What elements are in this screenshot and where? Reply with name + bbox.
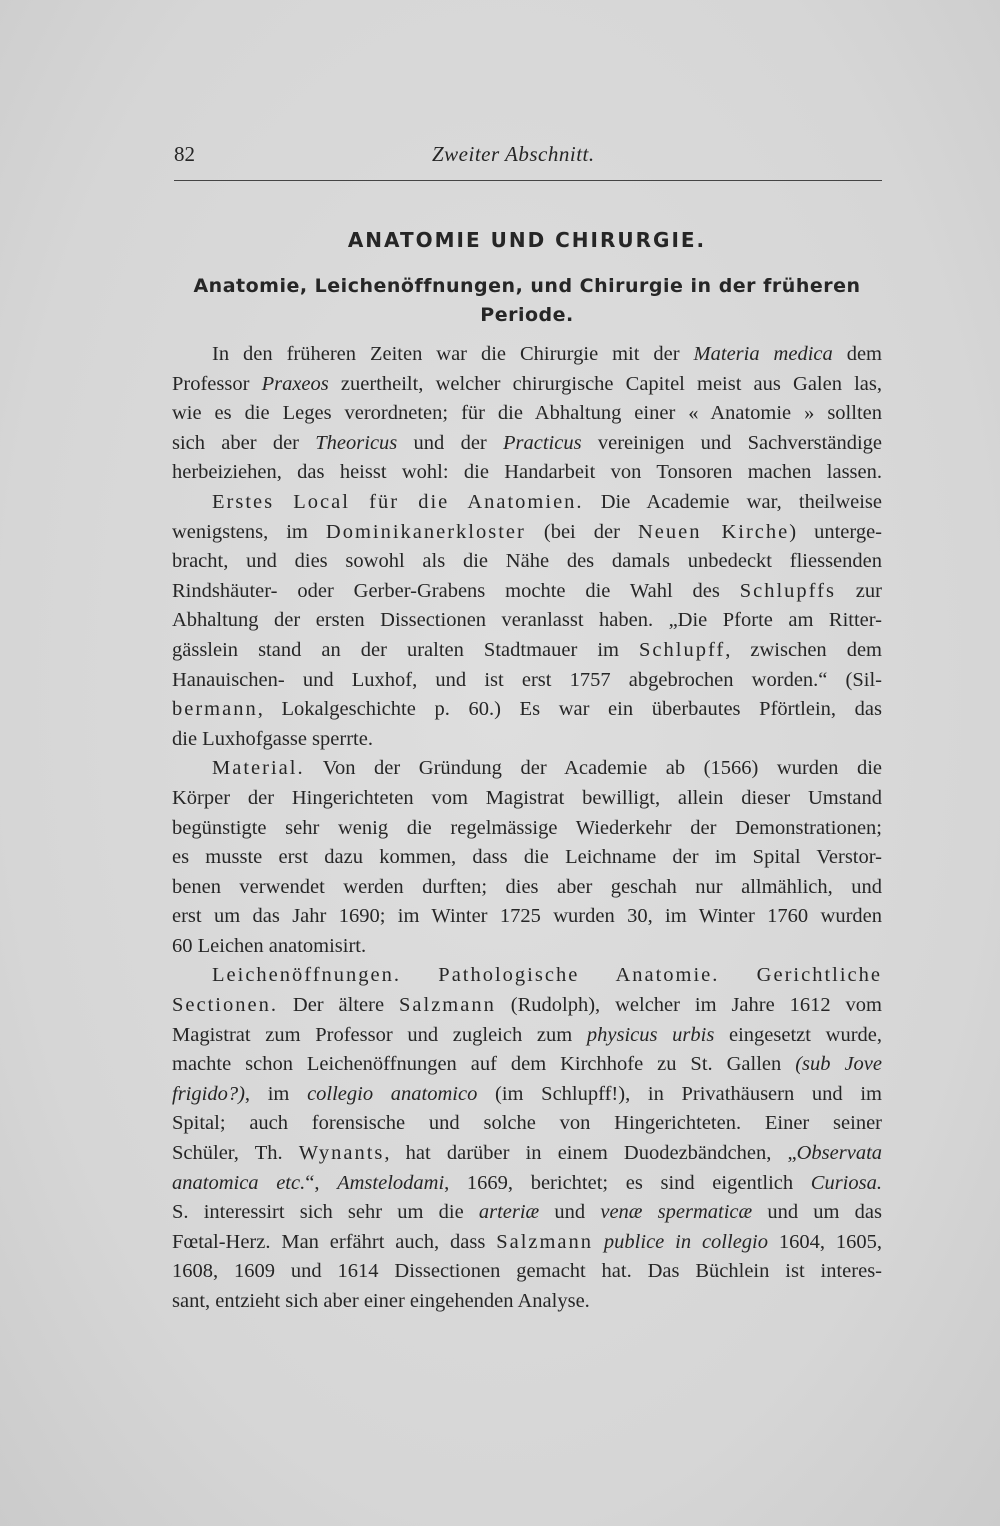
italic-term: venæ spermaticæ (600, 1201, 753, 1224)
text-line (172, 1287, 882, 1317)
text-run: Rindshäuter- oder Gerber-Grabens mochte die Wahl des (172, 579, 740, 602)
italic-term: Theoricus (315, 431, 398, 454)
text-line (172, 1139, 882, 1169)
text-run (593, 1231, 604, 1253)
text-line (172, 695, 882, 725)
text-line (172, 1198, 882, 1228)
text-run: sant, entzieht sich aber einer eingehenden Analyse. (172, 1290, 590, 1312)
text-line (172, 518, 882, 548)
italic-term: Praxeos (261, 372, 329, 395)
text-line (172, 636, 882, 666)
italic-term: (sub Jove (795, 1053, 882, 1076)
text-line (172, 873, 882, 903)
text-run: Der ältere (277, 994, 399, 1017)
text-run: erst um das Jahr 1690; im Winter 1725 wurden 30, im Winter 1760 wurden (172, 905, 882, 928)
text-line (172, 784, 882, 814)
spaced-heading: Sectionen. (172, 994, 278, 1017)
text-line (172, 340, 882, 370)
body-text (172, 340, 882, 1317)
text-run: und der (397, 431, 504, 454)
spaced-name: Wynants (298, 1142, 385, 1165)
text-run: Professor (172, 372, 262, 395)
text-run: die Luxhofgasse sperrte. (172, 727, 373, 750)
text-run: Schüler, Th. (172, 1142, 299, 1165)
sub-heading-line-1: Anatomie, Leichenöffnungen, und Chirurgie in der früheren (193, 275, 861, 297)
text-run: , 1669, berichtet; es sind eigentlich (444, 1171, 811, 1194)
spaced-name: Salzmann (496, 1230, 594, 1253)
text-line (172, 932, 882, 962)
text-run: Hanauischen- und Luxhof, und ist erst 1757 abgebrochen worden.“ (Sil- (172, 668, 882, 691)
text-line (172, 961, 882, 991)
text-run: , hat darüber in einem Duodezbändchen, „ (384, 1142, 797, 1165)
text-run: In den früheren Zeiten war die Chirurgie mit der (212, 343, 694, 365)
text-run: “, (305, 1171, 338, 1194)
italic-term: Amstelodami (337, 1171, 445, 1194)
running-title: Zweiter Abschnitt. (432, 142, 595, 166)
text-line (172, 666, 882, 696)
italic-term: Curiosa. (810, 1171, 882, 1194)
text-run: S. interessirt sich sehr um die (172, 1201, 479, 1224)
sub-heading (174, 272, 880, 330)
text-run: ) unterge- (789, 520, 882, 543)
text-line (172, 488, 882, 518)
text-run: Körper der Hingerichteten vom Magistrat bewilligt, allein dieser Umstand (172, 786, 882, 809)
spaced-name: Schlupff (639, 638, 726, 661)
text-run: Abhaltung der ersten Dissectionen veranlasst haben. „Die Pforte am Ritter- (172, 609, 882, 632)
spaced-heading: Material. (212, 757, 305, 780)
text-line (172, 547, 882, 577)
italic-term: collegio anatomico (307, 1082, 478, 1105)
text-run: 1608, 1609 und 1614 Dissectionen gemacht hat. Das Büchlein ist interes- (172, 1260, 882, 1283)
italic-term: Observata (796, 1142, 883, 1165)
text-line (172, 458, 882, 488)
text-line (172, 814, 882, 844)
italic-term: frigido?) (172, 1082, 245, 1105)
text-run: gässlein stand an der uralten Stadtmauer im (172, 638, 639, 661)
text-line (172, 1109, 882, 1139)
text-run: begünstigte sehr wenig die regelmässige Wiederkehr der Demonstrationen; (172, 816, 882, 839)
text-run: vereinigen und Sachverständige (581, 431, 882, 454)
italic-term: physicus urbis (586, 1023, 715, 1046)
text-run: bracht, und dies sowohl als die Nähe des damals unbedeckt fliessenden (172, 550, 882, 573)
text-run: , Lokalgeschichte p. 60.) Es war ein überbautes Pförtlein, das (257, 698, 882, 721)
text-run: 1604, 1605, (768, 1230, 883, 1253)
spaced-name: bermann (172, 698, 258, 721)
text-run: herbeiziehen, das heisst wohl: die Handarbeit von Tonsoren machen lassen. (172, 461, 882, 484)
text-line (172, 1228, 882, 1258)
text-run: , im (244, 1082, 308, 1105)
header-rule (174, 180, 882, 181)
text-run: (bei der (525, 520, 638, 543)
italic-term: arteriæ (478, 1201, 540, 1224)
italic-term: anatomica etc. (172, 1171, 306, 1194)
text-run: Fœtal-Herz. Man erfährt auch, dass (172, 1230, 497, 1253)
italic-term: publice in collegio (603, 1230, 768, 1253)
text-run: es musste erst dazu kommen, dass die Leichname der im Spital Verstor- (172, 846, 882, 869)
text-run: zur (835, 579, 882, 602)
spaced-name: Dominikanerkloster (325, 520, 526, 543)
page-header (174, 138, 880, 168)
section-heading: ANATOMIE UND CHIRURGIE. (347, 228, 707, 252)
spaced-name: Neuen Kirche (637, 520, 790, 543)
sub-heading-line-2: Periode. (480, 304, 574, 326)
text-run: (im Schlupff!), in Privathäusern und im (477, 1082, 882, 1105)
text-line (172, 843, 882, 873)
spaced-name: Salzmann (399, 994, 496, 1017)
text-line (172, 1080, 882, 1110)
text-run: sich aber der (172, 431, 316, 454)
text-line (172, 399, 882, 429)
text-line (172, 754, 882, 784)
text-run: benen verwendet werden durften; dies aber geschah nur allmählich, und (172, 875, 882, 898)
text-run: Die Academie war, theilweise (583, 490, 882, 513)
text-run: 60 Leichen anatomisirt. (172, 934, 367, 957)
text-run: (Rudolph), welcher im Jahre 1612 vom (495, 994, 883, 1017)
italic-term: Practicus (503, 431, 582, 454)
spaced-name: Schlupffs (739, 579, 836, 602)
text-run: wenigstens, im (172, 520, 326, 543)
text-run: dem (832, 343, 882, 365)
text-run: Magistrat zum Professor und zugleich zum (172, 1023, 587, 1046)
text-run: und (539, 1201, 601, 1224)
text-line (172, 902, 882, 932)
text-run: wie es die Leges verordneten; für die Abhaltung einer « Anatomie » sollten (172, 402, 882, 425)
text-line (172, 1169, 882, 1199)
text-line (172, 1021, 882, 1051)
text-run: Spital; auch forensische und solche von Hingerichteten. Einer seiner (172, 1112, 882, 1135)
italic-term: Materia medica (693, 343, 833, 365)
text-run: Von der Gründung der Academie ab (1566) wurden die (304, 757, 882, 780)
text-line (172, 991, 882, 1021)
text-run: zuertheilt, welcher chirurgische Capitel meist aus Galen las, (328, 372, 882, 395)
text-run: und um das (752, 1201, 882, 1224)
text-line (172, 370, 882, 400)
text-line (172, 606, 882, 636)
text-line (172, 725, 882, 755)
spaced-heading: Erstes Local für die Anatomien. (212, 490, 584, 513)
page-number: 82 (174, 142, 195, 166)
text-line (172, 429, 882, 459)
text-run: eingesetzt wurde, (714, 1023, 882, 1046)
text-run: machte schon Leichenöffnungen auf dem Kirchhofe zu St. Gallen (172, 1053, 796, 1076)
text-line (172, 1050, 882, 1080)
spaced-heading: Leichenöffnungen. Pathologische Anatomie. Gerichtliche (212, 964, 882, 987)
text-line (172, 577, 882, 607)
text-run: , zwischen dem (725, 638, 882, 661)
text-line (172, 1257, 882, 1287)
